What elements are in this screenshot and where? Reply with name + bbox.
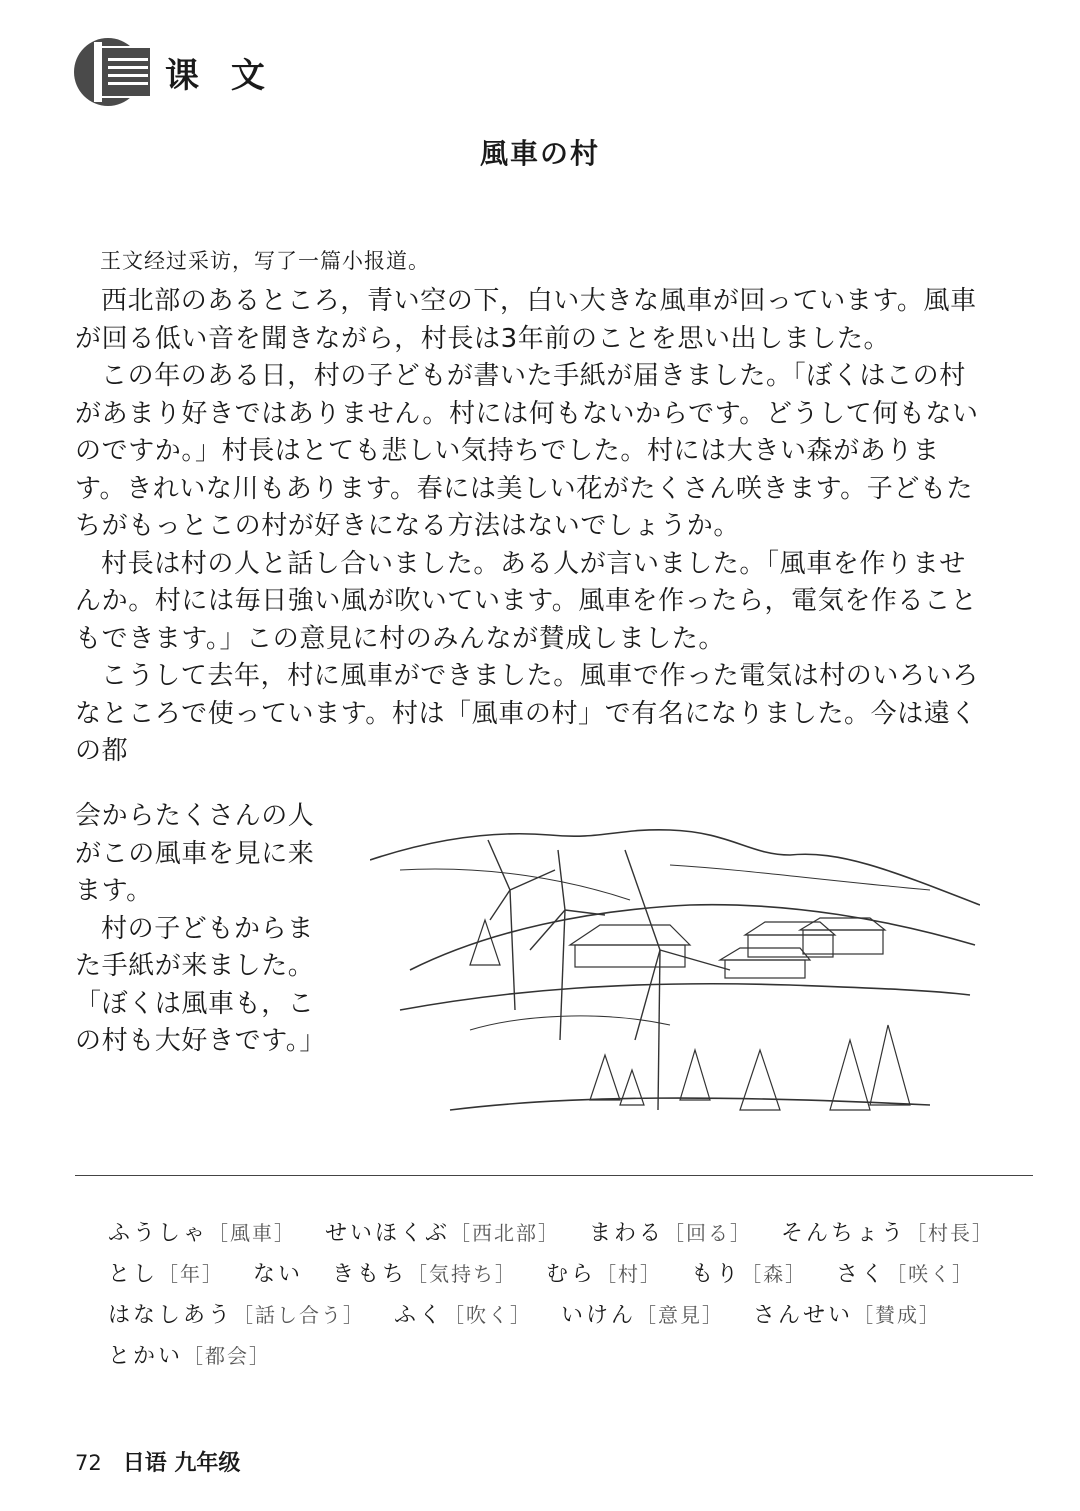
vocab-item: まわる［回る］ bbox=[589, 1221, 753, 1246]
body-text bbox=[75, 283, 990, 771]
windmill-village-illustration bbox=[370, 810, 980, 1130]
paragraph: 村の子どもからまた手紙が来ました。「ぼくは風車も，この村も大好きです。」 bbox=[75, 913, 326, 1056]
side-text bbox=[75, 798, 330, 1061]
vocab-item: とかい［都会］ bbox=[108, 1344, 272, 1369]
vocab-line bbox=[108, 1336, 1008, 1377]
page-footer bbox=[75, 1446, 240, 1477]
vocab-item: さんせい［賛成］ bbox=[753, 1303, 942, 1328]
lesson-title: 風車の村 bbox=[479, 137, 600, 170]
vocab-item: いけん［意見］ bbox=[561, 1303, 725, 1328]
vocab-item: はなしあう［話し合う］ bbox=[108, 1303, 366, 1328]
vocab-line bbox=[108, 1295, 1008, 1336]
vocab-line bbox=[108, 1254, 1008, 1295]
windmill-icon bbox=[488, 840, 730, 1110]
tree-icon bbox=[470, 920, 910, 1110]
book-title: 日语 九年级 bbox=[122, 1450, 241, 1476]
intro-text: 王文经过采访，写了一篇小报道。 bbox=[100, 249, 430, 273]
vocab-item: せいほくぶ［西北部］ bbox=[325, 1221, 561, 1246]
vocab-item: ふうしゃ［風車］ bbox=[108, 1221, 297, 1246]
paragraph: この年のある日，村の子どもが書いた手紙が届きました。「ぼくはこの村があまり好きではありません。村には何もないからです。どうして何もないのですか。」村長はとても悲しい気持ちでした。村には大きい森があります。きれいな川もあります。春には美しい花がたくさん咲きます。子どもたちがもっとこの村が好きになる方法はないでしょうか。 bbox=[75, 361, 979, 541]
vocab-item: もり［森］ bbox=[691, 1262, 808, 1287]
vocab-item: さく［咲く］ bbox=[836, 1262, 975, 1287]
paragraph: 村長は村の人と話し合いました。ある人が言いました。「風車を作りませんか。村には毎日強い風が吹いています。風車を作ったら，電気を作ることもできます。」この意見に村のみんなが賛成しました。 bbox=[75, 548, 978, 654]
paragraph: 西北部のあるところ，青い空の下，白い大きな風車が回っています。風車が回る低い音を聞きながら，村長は3年前のことを思い出しました。 bbox=[75, 286, 977, 354]
divider bbox=[75, 1175, 1033, 1176]
section-label: 课 文 bbox=[165, 56, 275, 96]
vocab-item: ふく［吹く］ bbox=[394, 1303, 533, 1328]
vocab-item: とし［年］ bbox=[108, 1262, 225, 1287]
vocab-item: ない bbox=[253, 1262, 304, 1287]
vocab-item: むら［村］ bbox=[546, 1262, 663, 1287]
paragraph: こうして去年，村に風車ができました。風車で作った電気は村のいろいろなところで使っています。村は「風車の村」で有名になりました。今は遠くの都 bbox=[75, 661, 979, 766]
paragraph: 会からたくさんの人がこの風車を見に来ます。 bbox=[75, 801, 315, 906]
vocab-item: きもち［気持ち］ bbox=[332, 1262, 518, 1287]
lesson-section-icon bbox=[72, 36, 156, 108]
vocab-item: そんちょう［村長］ bbox=[781, 1221, 995, 1246]
vocabulary-list bbox=[108, 1213, 1008, 1377]
vocab-line bbox=[108, 1213, 1008, 1254]
page-number: 72 bbox=[75, 1451, 102, 1475]
